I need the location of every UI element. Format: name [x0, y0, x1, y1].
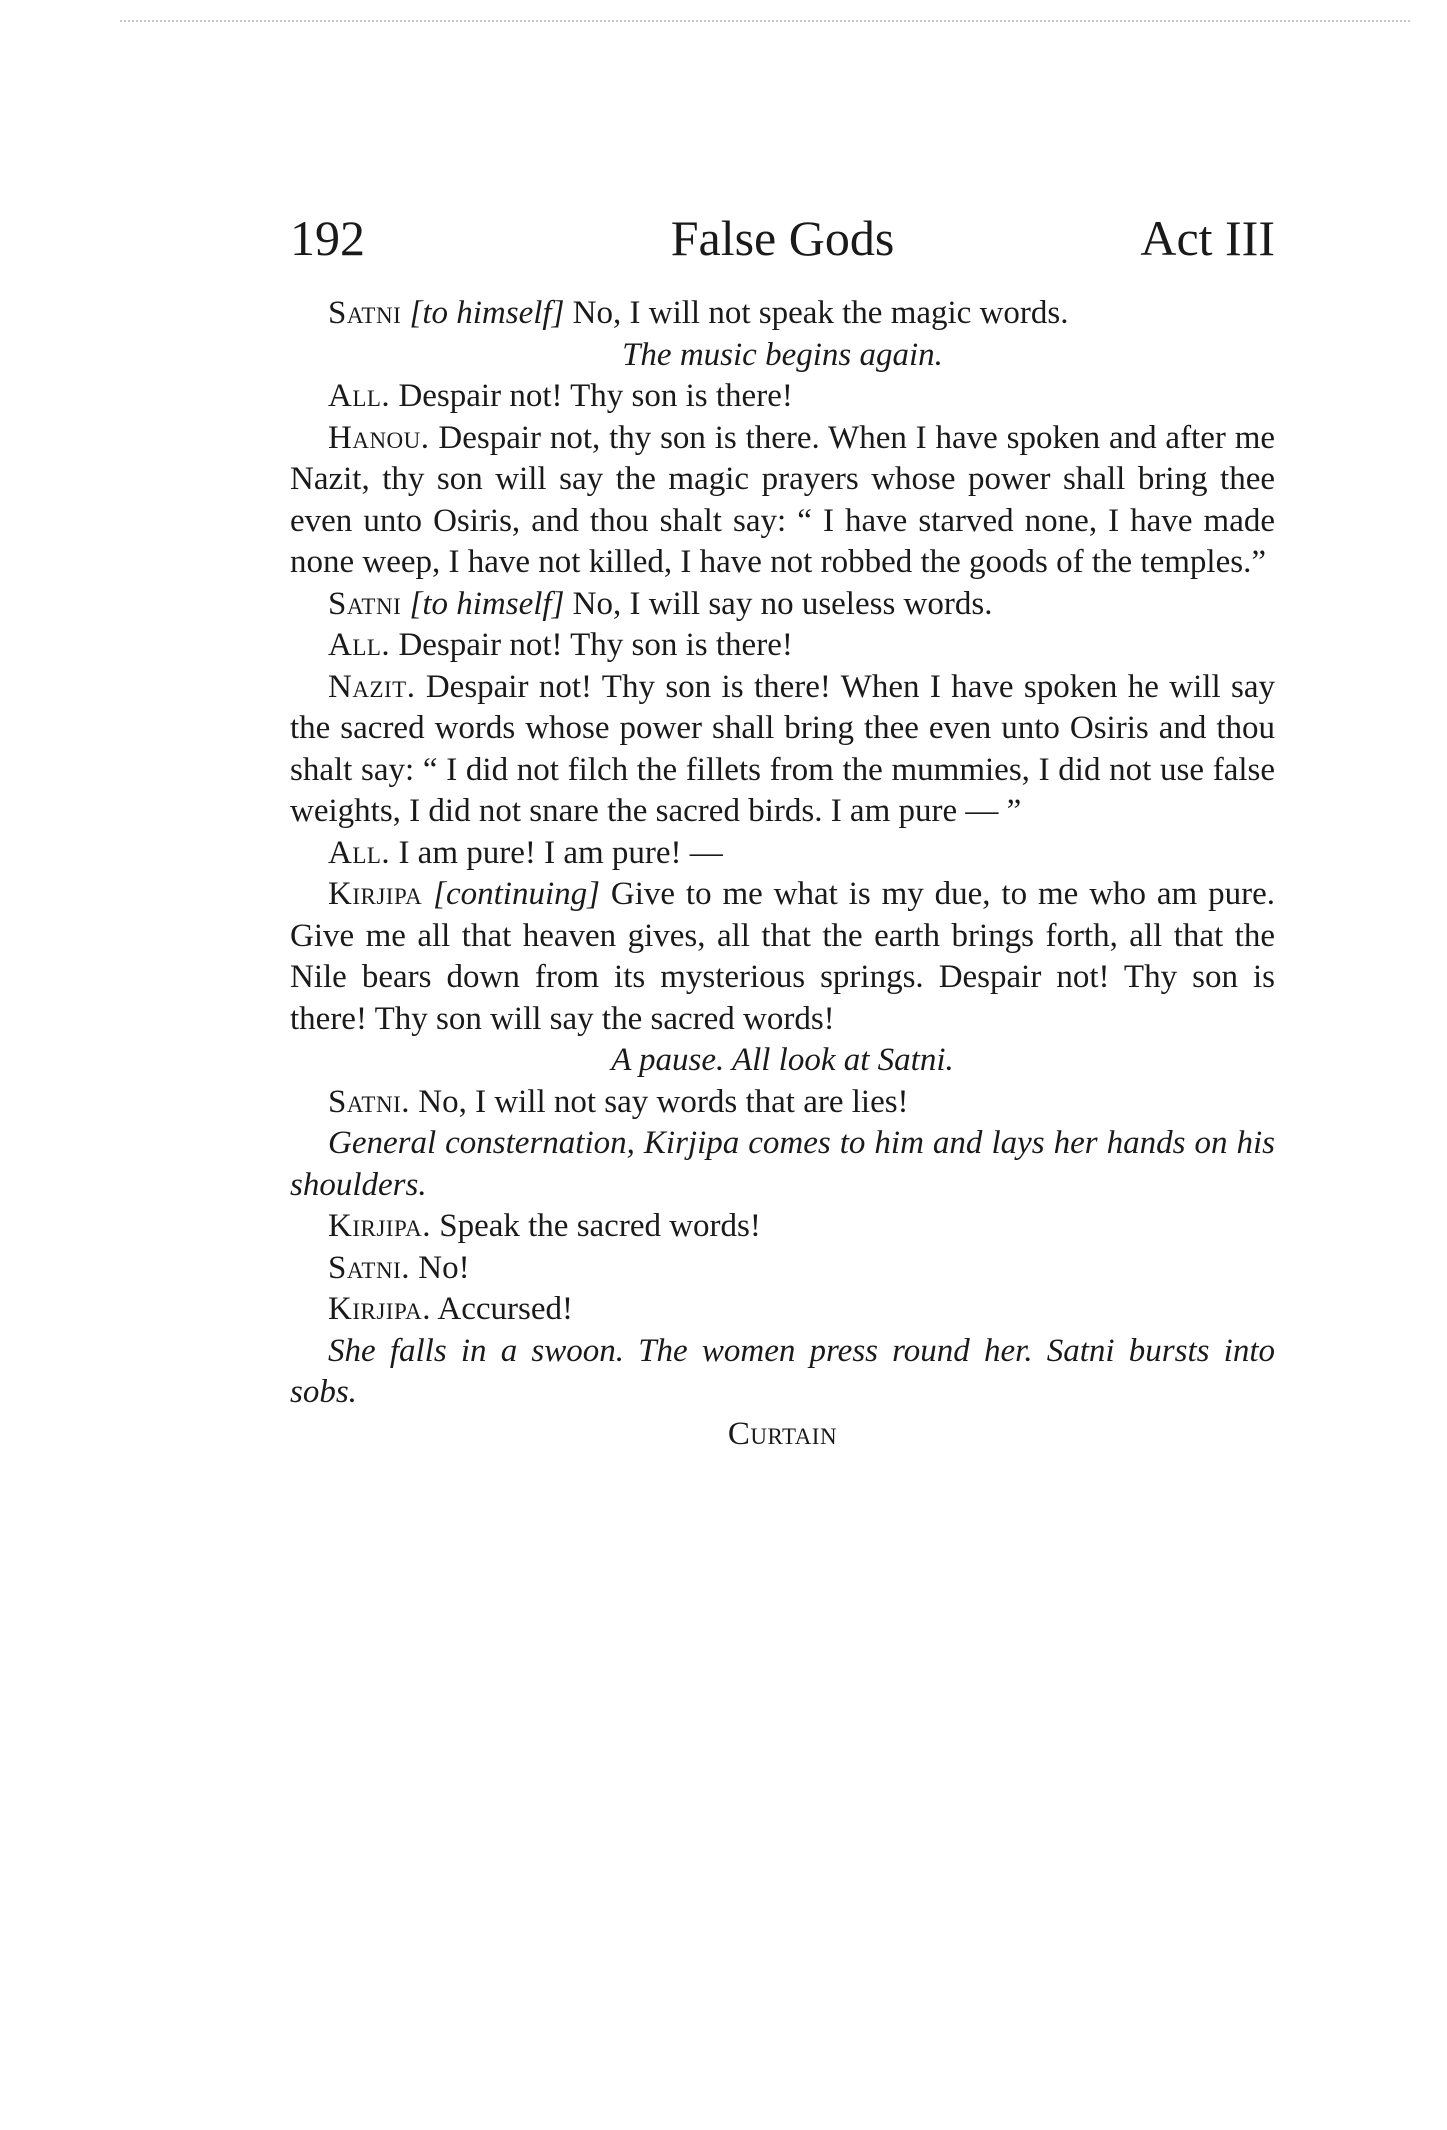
- stage-direction: She falls in a swoon. The women press round her. Satni bursts into sobs.: [290, 1332, 1275, 1410]
- dialogue-line: [290, 1082, 1275, 1124]
- dialogue-text: Despair not! Thy son is there!: [398, 627, 793, 663]
- speaker-name: All.: [328, 378, 391, 414]
- dialogue-line: [290, 833, 1275, 875]
- stage-direction: [to himself]: [409, 585, 565, 622]
- book-title: False Gods: [670, 210, 895, 266]
- stage-direction-paragraph: [290, 1331, 1275, 1414]
- dialogue-text: No!: [418, 1249, 470, 1286]
- dialogue-text: No, I will say no useless words.: [572, 585, 993, 622]
- speaker-name: Satni: [328, 585, 402, 622]
- page-number: 192: [290, 210, 365, 266]
- speaker-name: Hanou.: [328, 419, 430, 456]
- speaker-name: Nazit.: [328, 668, 416, 705]
- speaker-name: All.: [328, 834, 391, 871]
- speaker-name: Satni.: [328, 1249, 410, 1286]
- dialogue-text: Despair not! Thy son is there! When I have spoken he will say the sacred words whose power shall bring thee even unto Osiris and thou shalt say: “ I did not filch the fillets from the mummies, I did not use false weights, I did not snare the sacred birds. I am pure — ”: [290, 668, 1275, 829]
- stage-direction-line: [290, 335, 1275, 377]
- scan-edge-line: [120, 20, 1410, 22]
- stage-direction: General consternation, Kirjipa comes to him and lays her hands on his shoulders.: [290, 1125, 1275, 1203]
- book-page: [290, 205, 1275, 1455]
- dialogue-line: [290, 1206, 1275, 1248]
- running-header: [290, 205, 1275, 271]
- dialogue-line: [290, 376, 1275, 418]
- stage-direction: The music begins again.: [622, 336, 943, 373]
- dialogue-text: No, I will not say words that are lies!: [418, 1083, 909, 1120]
- speaker-name: Satni.: [328, 1083, 410, 1120]
- curtain-label: Curtain: [727, 1415, 838, 1452]
- dialogue-text: Despair not! Thy son is there!: [398, 378, 793, 414]
- play-text: [290, 293, 1275, 1455]
- dialogue-text: Accursed!: [437, 1291, 574, 1327]
- dialogue-line: [290, 667, 1275, 833]
- dialogue-line: [290, 1289, 1275, 1331]
- stage-direction-line: [290, 1040, 1275, 1082]
- dialogue-text: Give to me what is my due, to me who am pure. Give me all that heaven gives, all that the earth brings forth, all that the Nile bears down from its mysterious springs. Despair not! Thy son is there! Thy son will say the sacred words!: [290, 876, 1276, 1037]
- dialogue-line: [290, 293, 1275, 335]
- dialogue-text: Despair not, thy son is there. When I have spoken and after me Nazit, thy son will say the magic prayers whose power shall bring thee even unto Osiris, and thou shalt say: “ I have starved none, I have made none weep, I have not killed, I have not robbed the goods of the temples.”: [290, 419, 1276, 580]
- speaker-name: Satni: [328, 295, 402, 331]
- curtain-line: [290, 1414, 1275, 1456]
- speaker-name: Kirjipa: [328, 876, 423, 912]
- dialogue-text: No, I will not speak the magic words.: [572, 295, 1069, 331]
- stage-direction: [to himself]: [409, 295, 565, 331]
- dialogue-line: [290, 625, 1275, 667]
- dialogue-text: I am pure! I am pure! —: [398, 834, 723, 871]
- dialogue-line: [290, 584, 1275, 626]
- dialogue-line: [290, 1248, 1275, 1290]
- stage-direction-paragraph: [290, 1123, 1275, 1206]
- speaker-name: Kirjipa.: [328, 1208, 431, 1244]
- dialogue-text: Speak the sacred words!: [439, 1208, 761, 1244]
- act-label: Act III: [1140, 210, 1275, 266]
- stage-direction: A pause. All look at Satni.: [611, 1042, 954, 1078]
- speaker-name: Kirjipa.: [328, 1291, 431, 1327]
- dialogue-line: [290, 874, 1275, 1040]
- stage-direction: [continuing]: [433, 876, 600, 912]
- speaker-name: All.: [328, 627, 391, 663]
- dialogue-line: [290, 418, 1275, 584]
